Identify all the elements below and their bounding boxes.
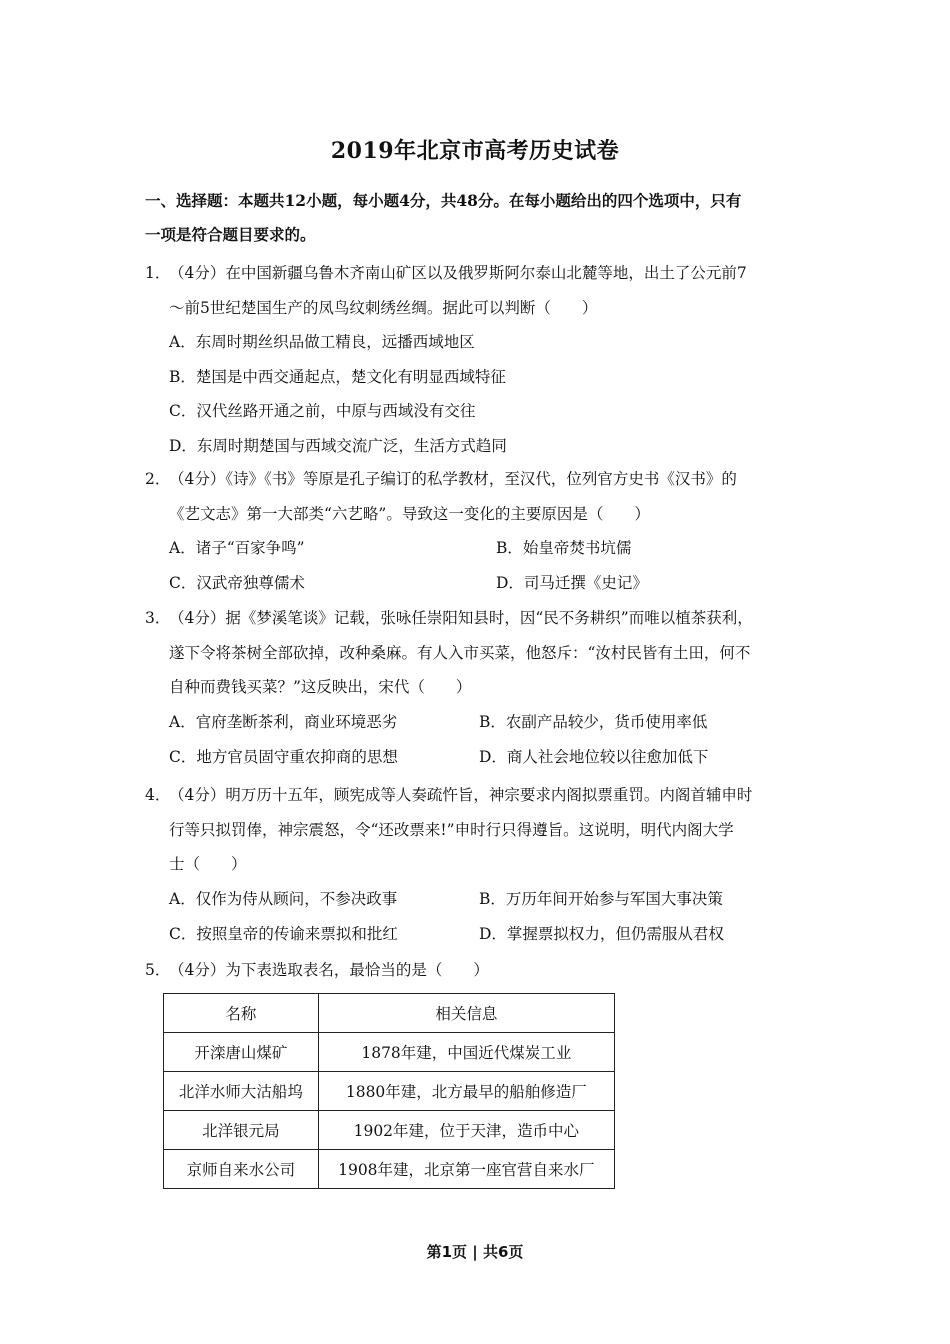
question-stem	[145, 953, 825, 988]
question-4	[145, 778, 825, 952]
option-c: C．汉武帝独尊儒术	[169, 574, 305, 592]
stem-line: （4分）《诗》《书》等原是孔子编订的私学教材，至汉代，位列官方史书《汉书》的	[169, 470, 737, 488]
option-d: D．商人社会地位较以往愈加低下	[479, 747, 709, 766]
option-b: B．始皇帝焚书坑儒	[496, 539, 632, 557]
stem-line: 遂下令将茶树全部砍掉，改种桑麻。有人入市买菜，他怒斥：“汝村民皆有土田，何不	[169, 643, 751, 662]
table-row	[164, 1150, 615, 1189]
option-c: C．汉代丝路开通之前，中原与西域没有交往	[169, 402, 476, 420]
option-a: A．诸子“百家争鸣”	[169, 539, 305, 557]
question-number: 2．	[145, 470, 171, 488]
question-1	[145, 256, 825, 463]
table-header-cell: 名称	[164, 994, 319, 1033]
stem-line: 自种而费钱买菜？”这反映出，宋代（ ）	[169, 678, 472, 696]
section-heading-line: 一项是符合题目要求的。	[145, 225, 316, 244]
stem-line: 士（ ）	[169, 855, 247, 873]
option-row	[145, 740, 825, 775]
option-d: D．东周时期楚国与西域交流广泛，生活方式趋同	[169, 436, 507, 455]
question-number: 5．	[145, 961, 171, 979]
stem-line: 行等只拟罚俸，神宗震怒，令“还改票来!”申时行只得遵旨。这说明，明代内阁大学	[169, 820, 734, 839]
table-cell: 1880年建，北方最早的船舶修造厂	[318, 1072, 614, 1111]
option-row	[145, 882, 825, 917]
stem-line: 《艺文志》第一大部类“六艺略”。导致这一变化的主要原因是（ ）	[169, 504, 650, 523]
option-row	[145, 566, 825, 601]
option-b: B．农副产品较少，货币使用率低	[479, 712, 708, 731]
section-heading-line: 一、选择题：本题共12小题，每小题4分，共48分。在每小题给出的四个选项中，只有	[145, 191, 742, 210]
table-header-row	[164, 994, 615, 1033]
option-row	[145, 917, 825, 952]
table-row	[164, 1072, 615, 1111]
section-heading	[145, 184, 825, 252]
option-a: A．仅作为侍从顾问，不参决政事	[169, 889, 398, 908]
stem-line: （4分）在中国新疆乌鲁木齐南山矿区以及俄罗斯阿尔泰山北麓等地，出土了公元前7	[169, 264, 747, 282]
question-stem	[145, 462, 825, 497]
stem-line: （4分）为下表选取表名，最恰当的是（ ）	[169, 961, 489, 979]
question-2	[145, 462, 825, 601]
page-footer: 第1页 | 共6页	[426, 1243, 524, 1261]
table-cell: 北洋水师大沽船坞	[164, 1072, 319, 1111]
option-b: B．楚国是中西交通起点，楚文化有明显西域特征	[169, 367, 506, 386]
table-cell: 1902年建，位于天津，造币中心	[318, 1111, 614, 1150]
table-cell: 1908年建，北京第一座官营自来水厂	[318, 1150, 614, 1189]
table-row	[164, 1111, 615, 1150]
stem-line: ～前5世纪楚国生产的凤鸟纹刺绣丝绸。据此可以判断（ ）	[169, 298, 598, 317]
option-c: C．地方官员固守重农抑商的思想	[169, 747, 398, 766]
option-d: D．司马迁撰《史记》	[496, 574, 648, 592]
table-cell: 1878年建，中国近代煤炭工业	[318, 1033, 614, 1072]
question-stem	[145, 601, 825, 636]
question-5	[145, 953, 825, 988]
option-a: A．官府垄断茶利，商业环境恶劣	[169, 712, 398, 731]
stem-line: （4分）据《梦溪笔谈》记载，张咏任崇阳知县时，因“民不务耕织”而唯以植茶获利，	[169, 609, 753, 627]
table-cell: 京师自来水公司	[164, 1150, 319, 1189]
option-d: D．掌握票拟权力，但仍需服从君权	[479, 924, 724, 943]
option-row	[145, 531, 825, 566]
question-number: 3．	[145, 609, 171, 627]
question-number: 4．	[145, 786, 171, 804]
question-stem	[145, 256, 825, 291]
table-cell: 开滦唐山煤矿	[164, 1033, 319, 1072]
table-cell: 北洋银元局	[164, 1111, 319, 1150]
table-header-cell: 相关信息	[318, 994, 614, 1033]
info-table	[163, 993, 615, 1189]
option-a: A．东周时期丝织品做工精良，远播西域地区	[169, 333, 475, 351]
option-c: C．按照皇帝的传谕来票拟和批红	[169, 924, 398, 943]
option-b: B．万历年间开始参与军国大事决策	[479, 889, 723, 908]
table-row	[164, 1033, 615, 1072]
question-3	[145, 601, 825, 775]
question-number: 1．	[145, 264, 171, 282]
option-row	[145, 705, 825, 740]
page-title: 2019年北京市高考历史试卷	[330, 138, 620, 164]
question-stem	[145, 778, 825, 813]
stem-line: （4分）明万历十五年，顾宪成等人奏疏忤旨，神宗要求内阁拟票重罚。内阁首辅申时	[169, 786, 753, 804]
